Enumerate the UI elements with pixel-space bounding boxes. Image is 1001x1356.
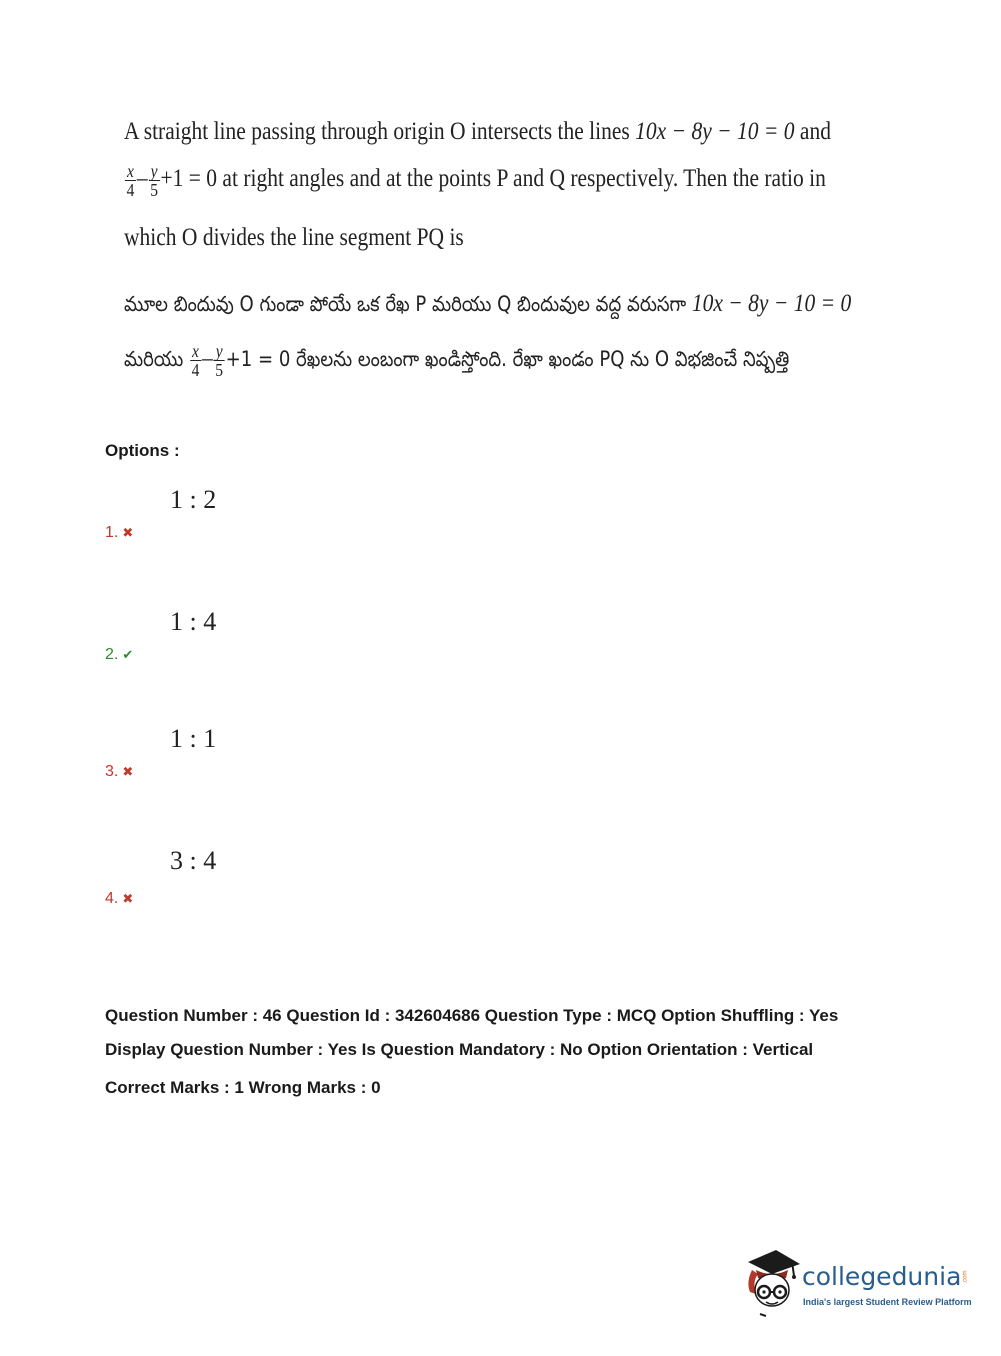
question-te-line-1 <box>124 290 852 342</box>
option-1 <box>105 524 133 542</box>
option-3-number: 3. <box>105 763 119 780</box>
option-2-value: 1 : 4 <box>170 607 217 636</box>
option-4-value: 3 : 4 <box>170 846 217 875</box>
option-4 <box>105 890 133 908</box>
question-en-text-1: A straight line passing through origin O intersects the lines <box>124 118 636 145</box>
fraction-numerator: y <box>149 162 160 181</box>
fraction-denominator: 5 <box>150 180 158 200</box>
option-3-value: 1 : 1 <box>170 724 217 753</box>
cross-icon: ✖ <box>122 764 134 779</box>
option-2 <box>105 646 133 664</box>
question-te-line-2: మరియు $\frac{x}{4}$ – $\frac{y}{5}$ +1 = 0 రేఖలను లంబంగా ఖండిస్తోంది. రేఖా ఖండం PQ ను O విభజించే నిష్పత్తి <box>124 341 790 380</box>
fraction-y-5 <box>149 162 160 199</box>
question-te-text-1: మూల బిందువు O గుండా పోయే ఒక రేఖ P మరియు Q బిందువుల వద్ద వరుసగా <box>124 292 692 316</box>
question-meta-line-3: Correct Marks : 1 Wrong Marks : 0 <box>105 1078 381 1097</box>
question-en-line-3 <box>124 224 674 290</box>
logo-tagline: India's largest Student Review Platform <box>803 1297 972 1307</box>
cross-icon: ✖ <box>122 891 134 906</box>
question-en-line-1 <box>124 118 831 162</box>
fraction-numerator: x <box>190 342 201 361</box>
fraction-denominator: 5 <box>215 360 224 380</box>
question-en-text-2: +1 = 0 at right angles and at the points P and Q respectively. Then the ratio in <box>160 165 826 193</box>
fraction-numerator: y <box>214 342 225 361</box>
option-3 <box>105 763 133 781</box>
question-en-text-3: which O divides the line segment PQ is <box>124 224 464 251</box>
question-te-equation-1: 10x − 8y − 10 = 0 <box>691 290 852 317</box>
collegedunia-logo <box>742 1248 972 1318</box>
question-meta-line-1: Question Number : 46 Question Id : 342604686 Question Type : MCQ Option Shuffling : Yes <box>105 1006 839 1025</box>
question-image <box>124 118 852 380</box>
mascot-icon <box>742 1248 802 1318</box>
check-icon: ✔ <box>122 647 134 662</box>
logo-name: collegedunia <box>802 1262 962 1291</box>
fraction-x-4 <box>125 162 136 199</box>
logo-com: .com <box>962 1270 969 1284</box>
fraction-y-5-te <box>214 342 225 379</box>
question-te-text-2a: మరియు <box>124 347 190 372</box>
fraction-numerator: x <box>125 162 136 181</box>
question-en-line-2: $\frac{x}{4}$ – $\frac{y}{5}$ +1 = 0 at right angles and at the points P and Q respectively. Then the ratio in <box>126 161 826 200</box>
fraction-denominator: 4 <box>126 180 135 200</box>
question-en-text-1b: and <box>794 118 831 145</box>
option-2-number: 2. <box>105 646 119 663</box>
option-1-number: 1. <box>105 524 119 541</box>
question-te-text-2: +1 = 0 రేఖలను లంబంగా ఖండిస్తోంది. రేఖా ఖండం PQ ను O విభజించే నిష్పత్తి <box>225 347 790 372</box>
question-en-equation-1: 10x − 8y − 10 = 0 <box>635 118 795 145</box>
cross-icon: ✖ <box>122 525 134 540</box>
fraction-x-4-te <box>190 342 201 379</box>
options-label: Options : <box>105 441 180 460</box>
option-4-number: 4. <box>105 890 119 907</box>
question-meta-line-2: Display Question Number : Yes Is Question Mandatory : No Option Orientation : Vertical <box>105 1040 814 1059</box>
fraction-denominator: 4 <box>191 360 200 380</box>
option-1-value: 1 : 2 <box>170 485 217 514</box>
